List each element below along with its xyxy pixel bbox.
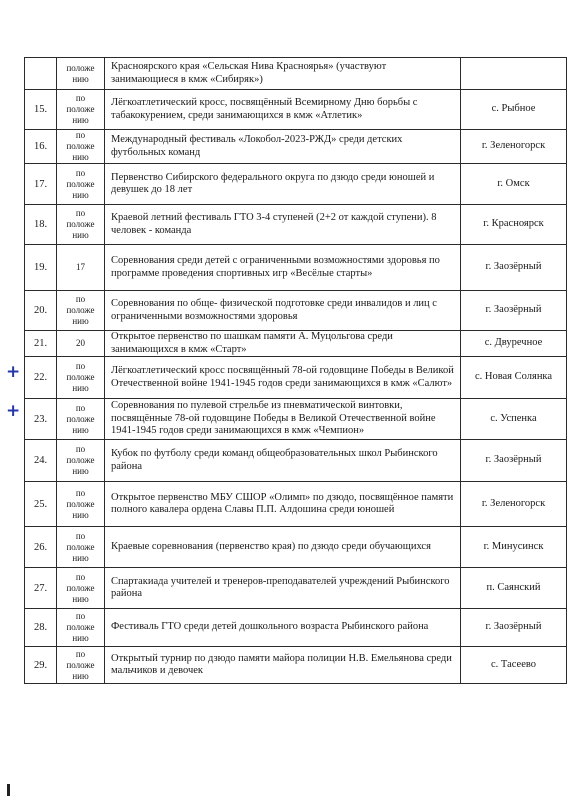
row-number: 19. bbox=[25, 245, 57, 291]
plus-mark-row-23: + bbox=[6, 401, 21, 421]
table-row bbox=[25, 130, 567, 164]
date-line: нию bbox=[72, 73, 89, 84]
event-name: Открытое первенство МБУ СШОР «Олимп» по дзюдо, посвящённое памяти полного кавалера ордена Славы П.П. Алдошина среди юношей bbox=[105, 482, 461, 527]
date-line: положе bbox=[66, 104, 95, 114]
date-line: положе bbox=[66, 62, 95, 73]
event-place: с. Успенка bbox=[461, 399, 567, 440]
date-line: по bbox=[75, 611, 86, 621]
date-line: нию bbox=[72, 152, 89, 162]
row-number: 25. bbox=[25, 482, 57, 527]
date-line: по bbox=[75, 208, 86, 218]
date-line: положе bbox=[66, 455, 95, 465]
date-line: нию bbox=[72, 633, 89, 643]
date-line: по bbox=[75, 487, 86, 498]
row-number: 21. bbox=[25, 331, 57, 357]
date-line: по bbox=[75, 444, 86, 454]
table-row bbox=[25, 58, 567, 90]
row-date bbox=[57, 647, 105, 684]
row-date bbox=[57, 205, 105, 245]
event-place: г. Минусинск bbox=[461, 527, 567, 568]
event-name: Международный фестиваль «Локобол-2023-РЖД» среди детских футбольных команд bbox=[105, 130, 461, 164]
row-date bbox=[57, 58, 105, 90]
date-line: положе bbox=[66, 622, 95, 632]
date-line: по bbox=[75, 130, 86, 140]
table-row bbox=[25, 440, 567, 482]
date-line: нию bbox=[72, 424, 89, 435]
event-name: Краевые соревнования (первенство края) по дзюдо среди обучающихся bbox=[105, 527, 461, 568]
date-line: по bbox=[75, 402, 86, 413]
event-place: г. Заозёрный bbox=[461, 245, 567, 291]
date-line: нию bbox=[72, 466, 89, 476]
date-line: нию bbox=[72, 593, 89, 604]
event-place: г. Омск bbox=[461, 164, 567, 205]
row-date bbox=[57, 568, 105, 609]
plus-mark-row-22: + bbox=[6, 362, 21, 382]
row-date bbox=[57, 357, 105, 399]
event-place bbox=[461, 58, 567, 90]
table-row bbox=[25, 482, 567, 527]
row-number: 27. bbox=[25, 568, 57, 609]
date-line: нию bbox=[72, 115, 89, 125]
date-line: 17 bbox=[76, 262, 85, 272]
row-date bbox=[57, 482, 105, 527]
event-place: г. Красноярск bbox=[461, 205, 567, 245]
table-row bbox=[25, 205, 567, 245]
date-line: по bbox=[75, 648, 86, 659]
row-number: 28. bbox=[25, 609, 57, 647]
event-place: г. Зеленогорск bbox=[461, 130, 567, 164]
event-name: Соревнования по обще- физической подготовке среди инвалидов и лиц с ограниченными возможностями здоровья bbox=[105, 291, 461, 331]
scan-edge-mark bbox=[7, 784, 10, 796]
event-place: г. Зеленогорск bbox=[461, 482, 567, 527]
event-name: Первенство Сибирского федерального округа по дзюдо среди юношей и девушек до 18 лет bbox=[105, 164, 461, 205]
date-line: положе bbox=[66, 541, 95, 552]
table-row bbox=[25, 527, 567, 568]
event-name: Лёгкоатлетический кросс, посвящённый Всемирному Дню борьбы с табакокурением, среди занимающихся в кмж «Атлетик» bbox=[105, 90, 461, 130]
event-name: Красноярского края «Сельская Нива Красноярья» (участвуют занимающиеся в кмж «Сибиряк») bbox=[105, 58, 461, 90]
date-line: нию bbox=[72, 670, 89, 681]
date-line: 20 bbox=[76, 338, 85, 348]
event-place: г. Заозёрный bbox=[461, 440, 567, 482]
row-number: 18. bbox=[25, 205, 57, 245]
table-row bbox=[25, 399, 567, 440]
row-date bbox=[57, 90, 105, 130]
row-number: 24. bbox=[25, 440, 57, 482]
event-name: Лёгкоатлетический кросс посвящённый 78-ой годовщине Победы в Великой Отечественной войне 1941-1945 годов среди занимающихся в кмж «Салют» bbox=[105, 357, 461, 399]
event-place: с. Тасеево bbox=[461, 647, 567, 684]
row-date bbox=[57, 331, 105, 357]
date-line: по bbox=[75, 571, 86, 582]
row-date bbox=[57, 399, 105, 440]
row-number bbox=[25, 58, 57, 90]
table-row bbox=[25, 245, 567, 291]
table-row bbox=[25, 609, 567, 647]
date-line: по bbox=[75, 93, 86, 103]
row-date bbox=[57, 527, 105, 568]
row-number: 22. bbox=[25, 357, 57, 399]
date-line: положе bbox=[66, 141, 95, 151]
row-number: 17. bbox=[25, 164, 57, 205]
event-name: Соревнования среди детей с ограниченными возможностями здоровья по программе проведения спортивных игр «Весёлые старты» bbox=[105, 245, 461, 291]
events-table-body bbox=[25, 58, 567, 684]
event-name: Фестиваль ГТО среди детей дошкольного возраста Рыбинского района bbox=[105, 609, 461, 647]
date-line: по bbox=[75, 530, 86, 541]
table-row bbox=[25, 647, 567, 684]
table-row bbox=[25, 357, 567, 399]
row-date bbox=[57, 130, 105, 164]
date-line: нию bbox=[72, 383, 89, 393]
date-line: положе bbox=[66, 498, 95, 509]
date-line: по bbox=[75, 294, 86, 304]
date-line: нию bbox=[72, 189, 89, 200]
row-number: 29. bbox=[25, 647, 57, 684]
table-row bbox=[25, 90, 567, 130]
row-number: 15. bbox=[25, 90, 57, 130]
date-line: нию bbox=[72, 230, 89, 240]
event-place: п. Саянский bbox=[461, 568, 567, 609]
date-line: положе bbox=[66, 582, 95, 593]
table-row bbox=[25, 331, 567, 357]
event-name: Краевой летний фестиваль ГТО 3-4 ступеней (2+2 от каждой ступени). 8 человек - команда bbox=[105, 205, 461, 245]
row-date bbox=[57, 245, 105, 291]
event-place: с. Двуречное bbox=[461, 331, 567, 357]
date-line: положе bbox=[66, 413, 95, 424]
date-line: по bbox=[75, 167, 86, 178]
event-name: Открытое первенство по шашкам памяти А. Муцольгова среди занимающихся в кмж «Старт» bbox=[105, 331, 461, 357]
event-place: г. Заозёрный bbox=[461, 609, 567, 647]
date-line: нию bbox=[72, 316, 89, 326]
row-date bbox=[57, 440, 105, 482]
events-table bbox=[24, 57, 567, 684]
date-line: положе bbox=[66, 219, 95, 229]
event-place: с. Рыбное bbox=[461, 90, 567, 130]
event-place: с. Новая Солянка bbox=[461, 357, 567, 399]
event-name: Соревнования по пулевой стрельбе из пневматической винтовки, посвящённые 78-ой годовщине Победы в Великой Отечественной войне 1941-1945 годов среди занимающихся в кмж «Чемпион» bbox=[105, 399, 461, 440]
row-number: 26. bbox=[25, 527, 57, 568]
row-date bbox=[57, 164, 105, 205]
date-line: положе bbox=[66, 178, 95, 189]
table-row bbox=[25, 568, 567, 609]
date-line: по bbox=[75, 361, 86, 371]
table-row bbox=[25, 291, 567, 331]
row-date bbox=[57, 291, 105, 331]
date-line: положе bbox=[66, 305, 95, 315]
row-number: 20. bbox=[25, 291, 57, 331]
event-name: Открытый турнир по дзюдо памяти майора полиции Н.В. Емельянова среди мальчиков и девочек bbox=[105, 647, 461, 684]
row-number: 16. bbox=[25, 130, 57, 164]
table-row bbox=[25, 164, 567, 205]
date-line: нию bbox=[72, 552, 89, 563]
event-name: Кубок по футболу среди команд общеобразовательных школ Рыбинского района bbox=[105, 440, 461, 482]
row-number: 23. bbox=[25, 399, 57, 440]
date-line: положе bbox=[66, 659, 95, 670]
date-line: нию bbox=[72, 509, 89, 520]
event-place: г. Заозёрный bbox=[461, 291, 567, 331]
event-name: Спартакиада учителей и тренеров-преподавателей учреждений Рыбинского района bbox=[105, 568, 461, 609]
row-date bbox=[57, 609, 105, 647]
date-line: положе bbox=[66, 372, 95, 382]
